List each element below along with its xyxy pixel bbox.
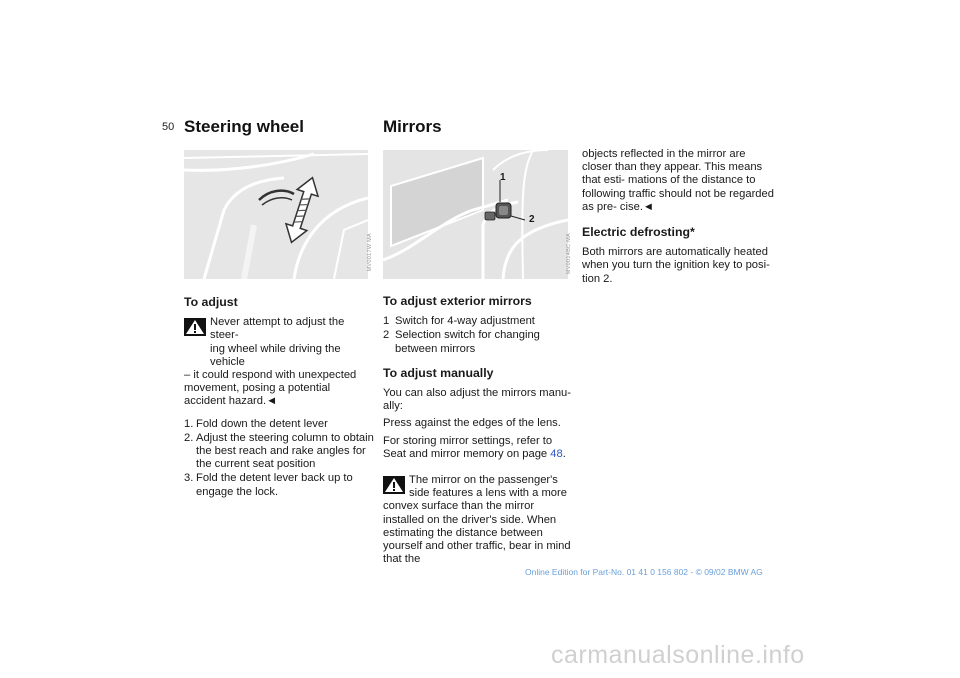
warning-icon <box>184 318 206 336</box>
heading-electric-defrosting: Electric defrosting* <box>582 225 695 240</box>
steering-warning: Never attempt to adjust the steer- ing wheel while driving the vehicle – it could respond with unexpected movement, posing a potential accident hazard.◄ <box>184 316 357 408</box>
mirror-switch-illustration <box>383 150 568 279</box>
left-column <box>184 296 374 500</box>
heading-exterior-mirrors: To adjust exterior mirrors <box>383 294 532 308</box>
right-column <box>582 148 778 290</box>
page-number: 50 <box>162 121 175 133</box>
step-2: 2. Adjust the steering column to obtain the best reach and rake angles for the current seat position <box>184 431 374 471</box>
site-watermark: carmanualsonline.info <box>551 641 805 669</box>
step-1: 1. Fold down the detent lever <box>184 417 328 430</box>
callout-2: 2 <box>529 214 535 225</box>
edition-footer: Online Edition for Part-No. 01 41 0 156 802 - © 09/02 BMW AG <box>525 567 763 577</box>
manual-paragraph-2: Press against the edges of the lens. <box>383 417 561 430</box>
defrost-paragraph: Both mirrors are automatically heated when you turn the ignition key to posi- tion 2. <box>582 246 770 285</box>
manual-paragraph-3: For storing mirror settings, refer to Seat and mirror memory on page 48. <box>383 434 566 460</box>
heading-adjust-manually: To adjust manually <box>383 365 494 380</box>
middle-column <box>383 295 577 566</box>
figure-code-steering: MV0017W MA <box>367 233 373 272</box>
section-title-mirrors: Mirrors <box>383 117 442 136</box>
steering-wheel-illustration <box>184 150 368 279</box>
mirror-warning: The mirror on the passenger's side features a lens with a more convex surface than the mirror installed on the driver's side. When estimating the distance between yourself and other traffic, bear in mind that the <box>383 474 571 566</box>
callout-1: 1 <box>500 172 506 183</box>
section-title-steering-wheel: Steering wheel <box>184 117 304 136</box>
step-3: 3. Fold the detent lever back up to engage the lock. <box>184 472 353 498</box>
item-1: 1 Switch for 4-way adjustment <box>383 315 535 328</box>
figure-code-mirrors: MV0014BC MA <box>566 233 572 275</box>
continuation-paragraph: objects reflected in the mirror are closer than they appear. This means that esti- mations of the distance to following traffic should not be regarded as pre- cise.◄ <box>582 148 774 213</box>
warning-icon <box>383 476 405 494</box>
manual-paragraph-1: You can also adjust the mirrors manu- ally: <box>383 387 572 413</box>
page-link-48[interactable]: 48 <box>550 447 563 460</box>
heading-to-adjust: To adjust <box>184 295 238 309</box>
item-2: 2 Selection switch for changing between mirrors <box>383 329 540 355</box>
